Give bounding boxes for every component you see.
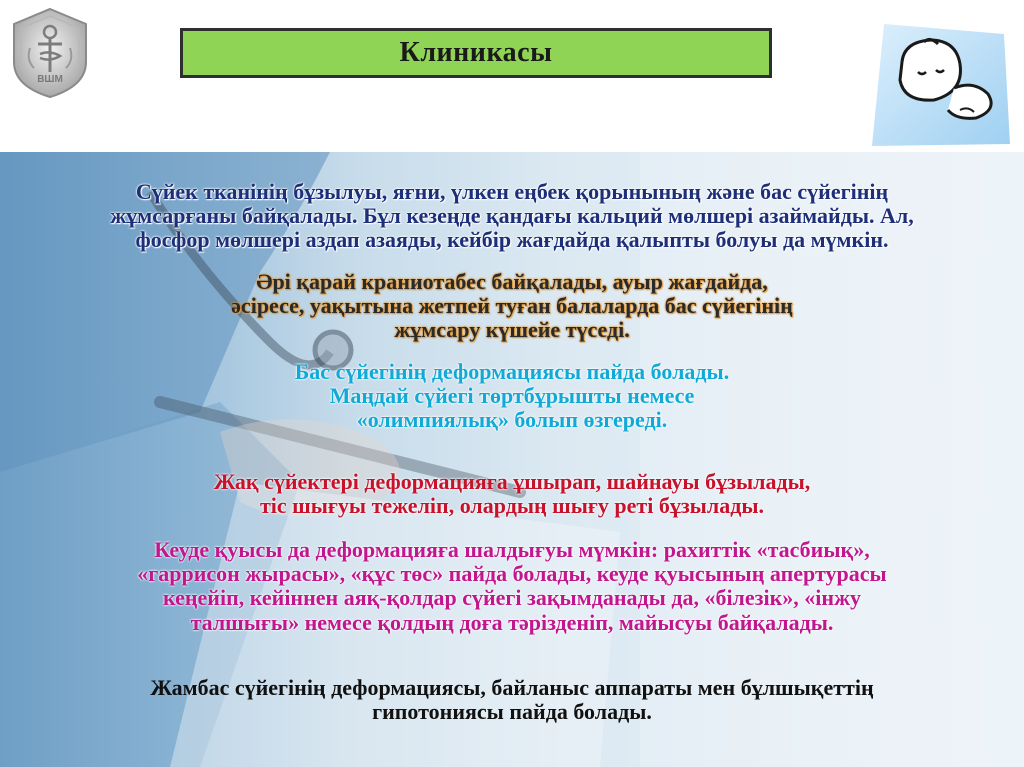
text-line: кеңейіп, кейіннен аяқ-қолдар сүйегі зақымданады да, «білезік», «інжу: [162, 585, 862, 611]
text-line: тіс шығуы тежеліп, олардың шығу реті бұзылады.: [259, 493, 765, 519]
text-line: «гаррисон жырасы», «құс төс» пайда болады, кеуде қуысының апертурасы: [137, 561, 887, 587]
text-line: жұмсарғаны байқалады. Бұл кезеңде қандағы кальций мөлшері азаймайды. Ал,: [110, 203, 914, 229]
paragraph-skull-deformation: [0, 360, 1024, 433]
paragraph-craniotabes: [0, 270, 1024, 343]
text-line: Сүйек тканінің бұзылуы, яғни, үлкен еңбек қорынының және бас сүйегінің: [135, 179, 889, 204]
page-title: Клиникасы: [399, 37, 553, 68]
logo-text: ВШМ: [37, 74, 63, 85]
text-line: гипотониясы пайда болады.: [372, 699, 652, 725]
paragraph-jaw-deformation: [0, 470, 1024, 518]
text-line: жұмсару күшейе түседі.: [394, 317, 630, 343]
sleeping-baby-icon: [864, 14, 1012, 154]
text-line: Жақ сүйектері деформацияға ұшырап, шайнауы бұзылады,: [213, 469, 811, 494]
text-line: «олимпиялық» болып өзгереді.: [356, 407, 668, 433]
text-line: Бас сүйегінің деформациясы пайда болады.: [294, 359, 730, 384]
text-line: талшығы» немесе қолдың доға тәрізденіп, майысуы байқалады.: [190, 609, 834, 635]
medical-school-logo: [8, 6, 92, 100]
paragraph-bone-softening: [0, 180, 1024, 253]
text-line: әсіресе, уақытына жетпей туған балаларда бас сүйегінің: [231, 293, 793, 319]
text-line: Маңдай сүйегі төртбұрышты немесе: [329, 383, 695, 409]
paragraph-chest-deformation: [0, 538, 1024, 635]
text-line: фосфор мөлшері аздап азаяды, кейбір жағдайда қалыпты болуы да мүмкін.: [135, 227, 889, 253]
text-line: Әрі қарай краниотабес байқалады, ауыр жағдайда,: [256, 269, 768, 294]
text-line: Жамбас сүйегінің деформациясы, байланыс аппараты мен бұлшықеттің: [150, 675, 874, 700]
text-line: Кеуде қуысы да деформацияға шалдығуы мүмкін: рахиттік «тасбиық»,: [154, 537, 870, 562]
paragraph-pelvis-deformation: [0, 676, 1024, 724]
title-banner: [180, 28, 772, 78]
